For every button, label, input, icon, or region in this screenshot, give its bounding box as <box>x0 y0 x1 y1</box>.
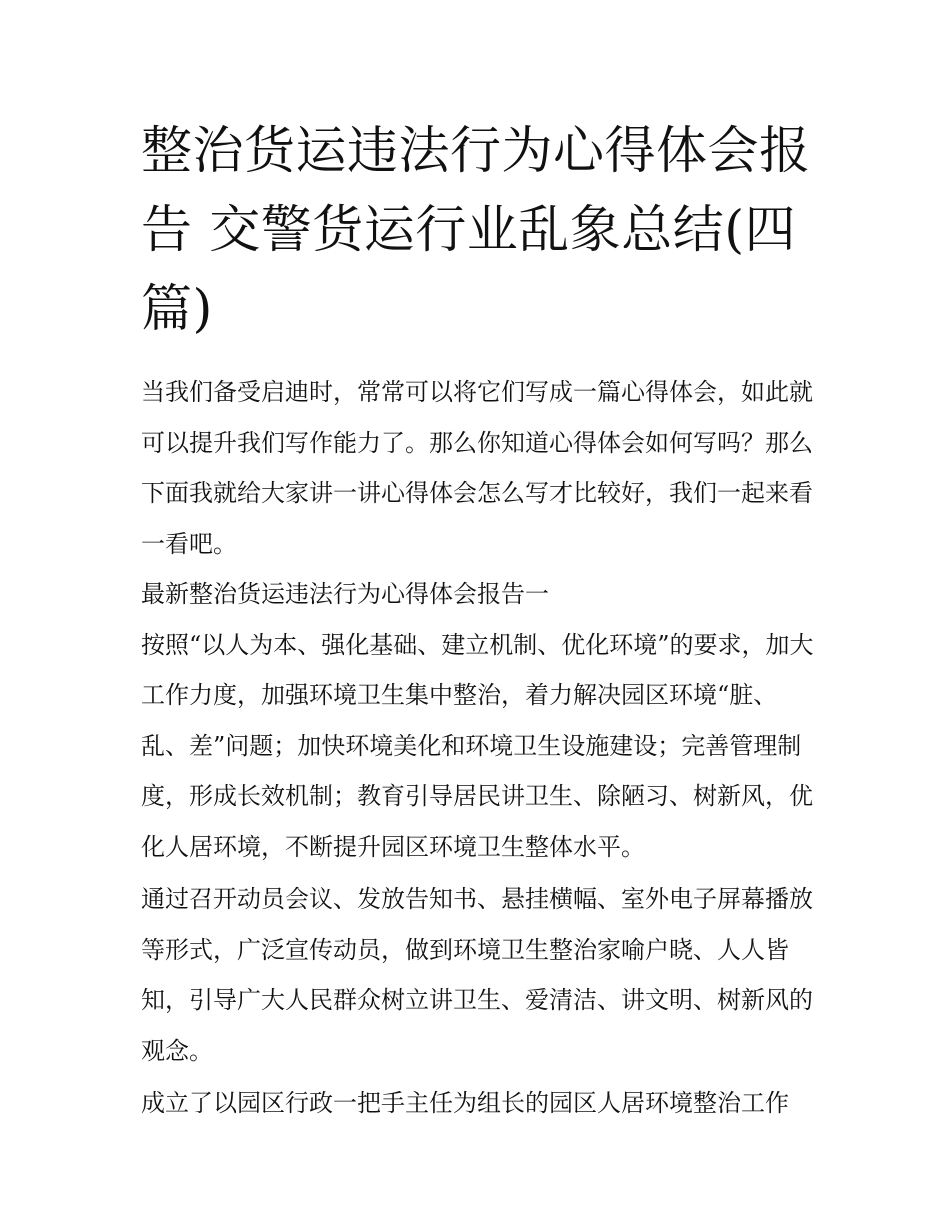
document-title <box>141 112 821 349</box>
body-paragraph: 通过召开动员会议、发放告知书、悬挂横幅、室外电子屏幕播放等形式，广泛宣传动员，做到环境卫生整治家喻户晓、人人皆知，引导广大人民群众树立讲卫生、爱清洁、讲文明、树新风的观念。 <box>141 885 813 1065</box>
title-line-3: 篇) <box>141 280 213 339</box>
body-paragraph: 成立了以园区行政一把手主任为组长的园区人居环境整治工作 <box>141 1089 789 1117</box>
intro-paragraph: 当我们备受启迪时，常常可以将它们写成一篇心得体会，如此就可以提升我们写作能力了。那么你知道心得体会如何写吗？那么下面我就给大家讲一讲心得体会怎么写才比较好，我们一起来看一看吧。 <box>141 378 813 558</box>
section-heading: 最新整治货运违法行为心得体会报告一 <box>141 580 549 608</box>
title-line-2: 告 交警货运行业乱象总结(四 <box>141 201 797 260</box>
body-paragraph: 按照“以人为本、强化基础、建立机制、优化环境”的要求，加大工作力度，加强环境卫生集中整治，着力解决园区环境“脏、乱、差”问题；加快环境美化和环境卫生设施建设；完善管理制度，形成长效机制；教育引导居民讲卫生、除陋习、树新风，优化人居环境，不断提升园区环境卫生整体水平。 <box>141 630 814 861</box>
document-content <box>141 112 821 1129</box>
title-line-1: 整治货运违法行为心得体会报 <box>141 122 811 181</box>
document-body <box>141 367 821 1129</box>
